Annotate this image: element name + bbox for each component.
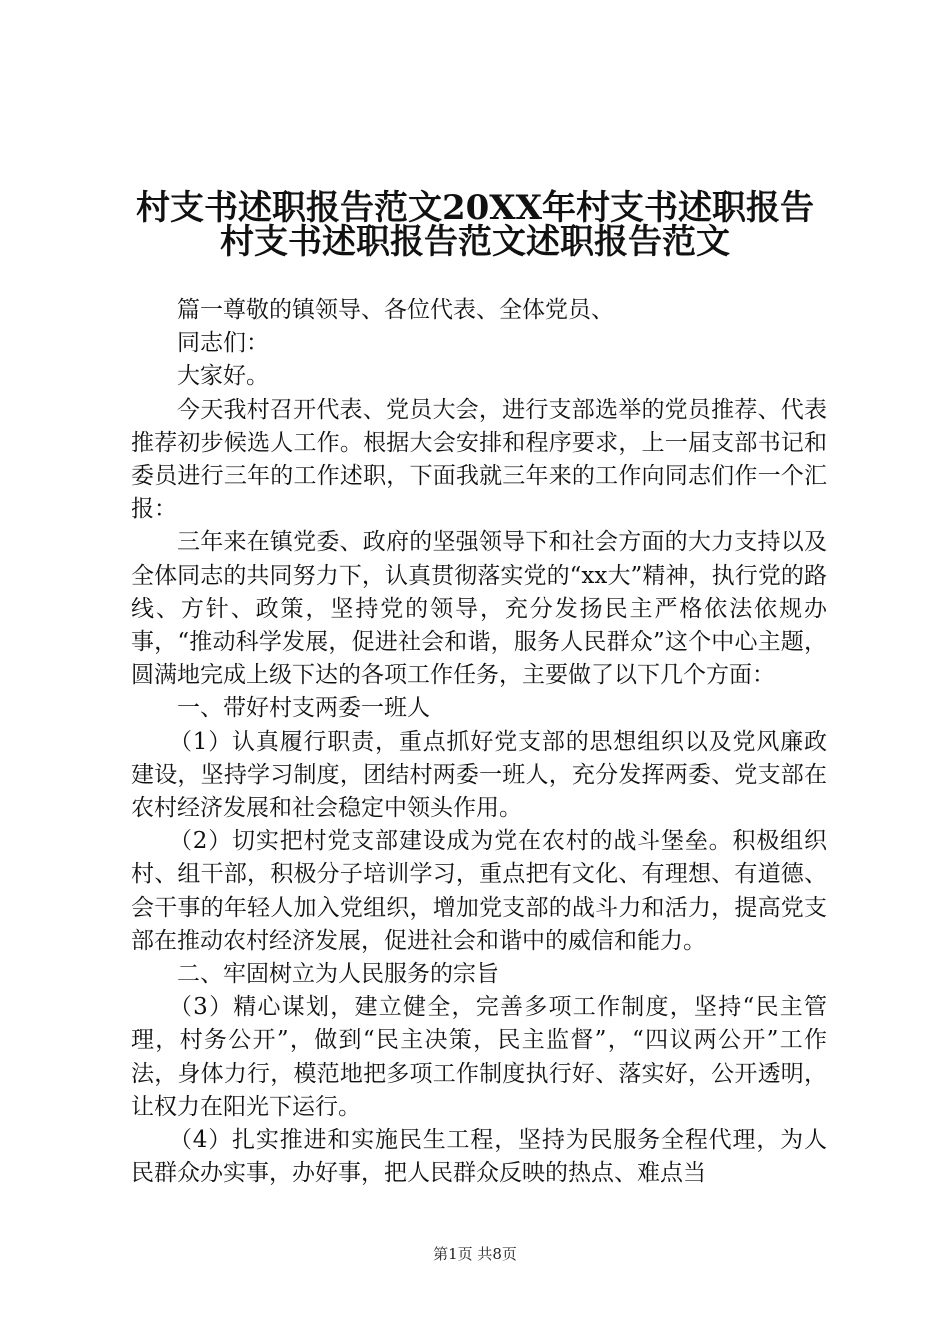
item-4: （4）扎实推进和实施民生工程，坚持为民服务全程代理，为人民群众办实事，办好事，把人民群众反映的热点、难点当 <box>131 1127 827 1187</box>
item-1: （1）认真履行职责，重点抓好党支部的思想组织以及党风廉政建设，坚持学习制度，团结村两委一班人，充分发挥两委、党支部在农村经济发展和社会稳定中领头作用。 <box>131 728 827 822</box>
section-heading-1: 一、带好村支两委一班人 <box>177 695 430 722</box>
page-number-footer: 第1页 共8页 <box>433 1245 517 1263</box>
paragraph-summary: 三年来在镇党委、政府的坚强领导下和社会方面的大力支持以及全体同志的共同努力下，认真贯彻落实党的“xx大”精神，执行党的路线、方针、政策，坚持党的领导，充分发扬民主严格依法依规办事，“推动科学发展，促进社会和谐，服务人民群众”这个中心主题，圆满地完成上级下达的各项工作任务，主要做了以下几个方面： <box>131 529 827 689</box>
document-title-line-2: 村支书述职报告范文述职报告范文 <box>220 222 730 262</box>
salutation: 篇一尊敬的镇领导、各位代表、全体党员、 <box>177 297 614 323</box>
salutation-comrades: 同志们： <box>177 330 269 357</box>
item-3: （3）精心谋划，建立健全，完善多项工作制度，坚持“民主管理，村务公开”，做到“民主决策，民主监督”，“四议两公开”工作法，身体力行，模范地把多项工作制度执行好、落实好，公开透明，让权力在阳光下运行。 <box>131 994 827 1120</box>
document-body <box>131 294 827 1190</box>
greeting: 大家好。 <box>177 363 269 390</box>
section-heading-2: 二、牢固树立为人民服务的宗旨 <box>177 961 499 988</box>
item-2: （2）切实把村党支部建设成为党在农村的战斗堡垒。积极组织村、组干部，积极分子培训学习，重点把有文化、有理想、有道德、会干事的年轻人加入党组织，增加党支部的战斗力和活力，提高党支部在推动农村经济发展，促进社会和谐中的威信和能力。 <box>131 828 827 954</box>
document-title-line-1: 村支书述职报告范文20XX年村支书述职报告 <box>135 188 815 228</box>
paragraph-intro: 今天我村召开代表、党员大会，进行支部选举的党员推荐、代表推荐初步候选人工作。根据大会安排和程序要求，上一届支部书记和委员进行三年的工作述职，下面我就三年来的工作向同志们作一个汇报： <box>131 396 827 523</box>
